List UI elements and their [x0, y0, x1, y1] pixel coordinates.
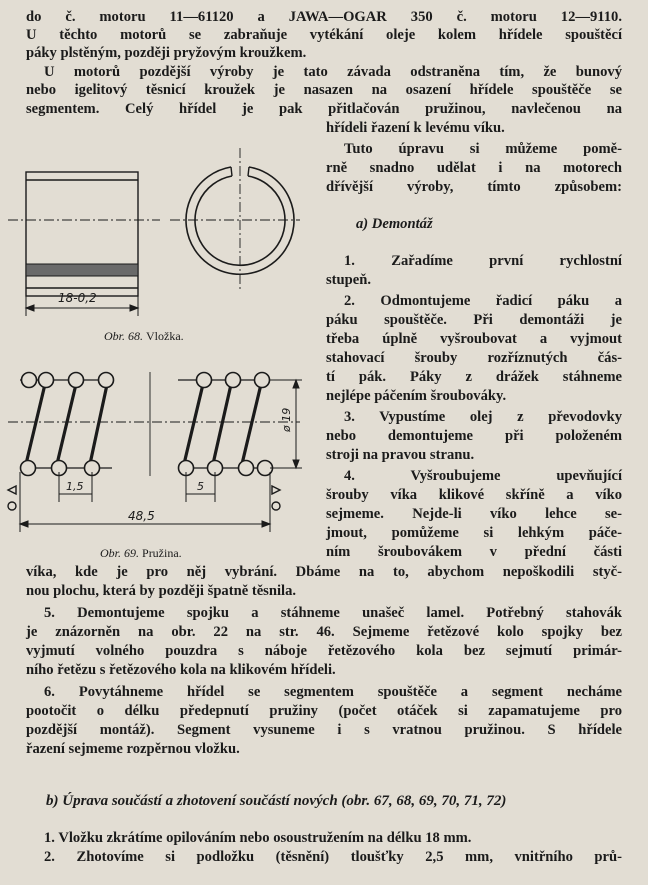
text-line: jmout, pomůžeme si lehkým páče- — [326, 525, 622, 541]
text-line: 4. Vyšroubujeme upevňující — [344, 468, 622, 484]
text-line: nejlépe páčením šroubováky. — [326, 388, 507, 404]
dimension-label-pitch-small: 1,5 — [66, 480, 84, 493]
text-line: víka, kde je pro něj vybrání. Dbáme na to, abychom nepoškodili styč- — [26, 564, 622, 580]
spacer-section-hatch — [26, 264, 138, 276]
surface-symbol — [8, 486, 16, 494]
caption-title: Vložka. — [146, 329, 184, 343]
caption-number: Obr. 69. — [100, 546, 140, 560]
dimension-label-total: 48,5 — [128, 509, 155, 523]
figure-68-spacer-drawing — [0, 140, 320, 350]
text-line: segmentem. Celý hřídel je pak přitlačován pružinou, navlečenou na — [26, 101, 622, 117]
caption-title: Pružina. — [142, 546, 182, 560]
text-line: šrouby víka klikové skříně a víko — [326, 487, 622, 503]
text-line: 2. Zhotovíme si podložku (těsnění) tloušťky 2,5 mm, vnitřního prů- — [44, 849, 622, 865]
coil-section — [99, 373, 114, 388]
surface-symbol — [272, 486, 280, 494]
text-line: tí pák. Páky z drážek stáhneme — [326, 369, 622, 385]
text-line: stupeň. — [326, 272, 372, 288]
text-line: stroji na pravou stranu. — [326, 447, 475, 463]
text-line: nou plochu, která by později špatně těsnila. — [26, 583, 297, 599]
dimension-label-length: 18-0,2 — [58, 291, 97, 305]
subheading-uprava: b) Úprava součástí a zhotovení součástí nových (obr. 67, 68, 69, 70, 71, 72) — [46, 793, 507, 809]
text-line: hřídeli řazení k levému víku. — [326, 120, 505, 136]
coil-section — [226, 373, 241, 388]
figure-69-spring-drawing — [0, 360, 320, 550]
text-line: 3. Vypustíme olej z převodovky — [344, 409, 622, 425]
text-line: sejmeme. Nejde-li víko lehce se- — [326, 506, 622, 522]
text-line: páky plstěným, později pryžovým kroužkem. — [26, 45, 307, 61]
text-line: 5. Demontujeme spojku a stáhneme unašeč lamel. Potřebný stahovák — [44, 605, 622, 621]
text-line: ního řetězu s řetězového kola na klikovém hřídeli. — [26, 662, 336, 678]
text-line: U těchto motorů se zabraňuje vytékání oleje kolem hřídele spouštěcí — [26, 27, 622, 43]
figure-68-caption — [104, 329, 184, 344]
text-line: řazení sejmeme rozpěrnou vložku. — [26, 741, 240, 757]
spacer-side-outline — [26, 172, 138, 296]
text-line: pozdější montáž). Segment vysuneme i s vratnou pružinou. S hřídele — [26, 722, 622, 738]
dimension-label-pitch: 5 — [197, 480, 204, 493]
text-line: stahovací šrouby rozříznutých čás- — [326, 350, 622, 366]
text-line: pootočit o délku předepnutí pružiny (počet otáček si zapamatujeme pro — [26, 703, 622, 719]
spring-coil — [57, 380, 77, 464]
caption-number: Obr. 68. — [104, 329, 144, 343]
text-line: páku spouštěče. Při demontáži je — [326, 312, 622, 328]
text-line: do č. motoru 11—61120 a JAWA—OGAR 350 č. motoru 12—9110. — [26, 9, 622, 25]
text-line: nebo demontujeme při položeném — [326, 428, 622, 444]
coil-section — [197, 373, 212, 388]
text-line: 2. Odmontujeme řadicí páku a — [344, 293, 622, 309]
coil-section — [22, 373, 37, 388]
coil-section — [255, 373, 270, 388]
text-line: 1. Vložku zkrátíme opilováním nebo osoustružením na délku 18 mm. — [44, 830, 472, 846]
text-line: Tuto úpravu si můžeme pomě- — [344, 141, 622, 157]
text-line: 6. Povytáhneme hřídel se segmentem spouštěče a segment necháme — [44, 684, 622, 700]
text-line: vyjmutí volného pouzdra s náboje řetězového kola bez sejmutí primár- — [26, 643, 622, 659]
text-line: 1. Zařadíme první rychlostní — [344, 253, 622, 269]
subheading-demontaz: a) Demontáž — [356, 216, 433, 232]
surface-symbol — [272, 502, 280, 510]
coil-section — [21, 461, 36, 476]
surface-symbol — [8, 502, 16, 510]
text-line: nebo igelitový těsnicí kroužek je nasazen na osazení hřídele spouštěče se — [26, 82, 622, 98]
coil-section — [39, 373, 54, 388]
text-line: rně snadno udělat i na motorech — [326, 160, 622, 176]
text-line: ním šroubovákem v přední části — [326, 544, 622, 560]
text-line: dřívější výroby, tímto způsobem: — [326, 179, 622, 195]
dimension-label-diameter: ø 19 — [280, 407, 293, 432]
text-line: U motorů pozdější výroby je tato závada odstraněna tím, že bunový — [44, 64, 622, 80]
figure-69-caption — [100, 546, 182, 561]
coil-section — [239, 461, 254, 476]
text-line: je znázorněn na obr. 22 na str. 46. Sejmeme řetězové kolo spojky bez — [26, 624, 622, 640]
text-line: třeba úplně vyšroubovat a vyjmout — [326, 331, 622, 347]
coil-section — [69, 373, 84, 388]
